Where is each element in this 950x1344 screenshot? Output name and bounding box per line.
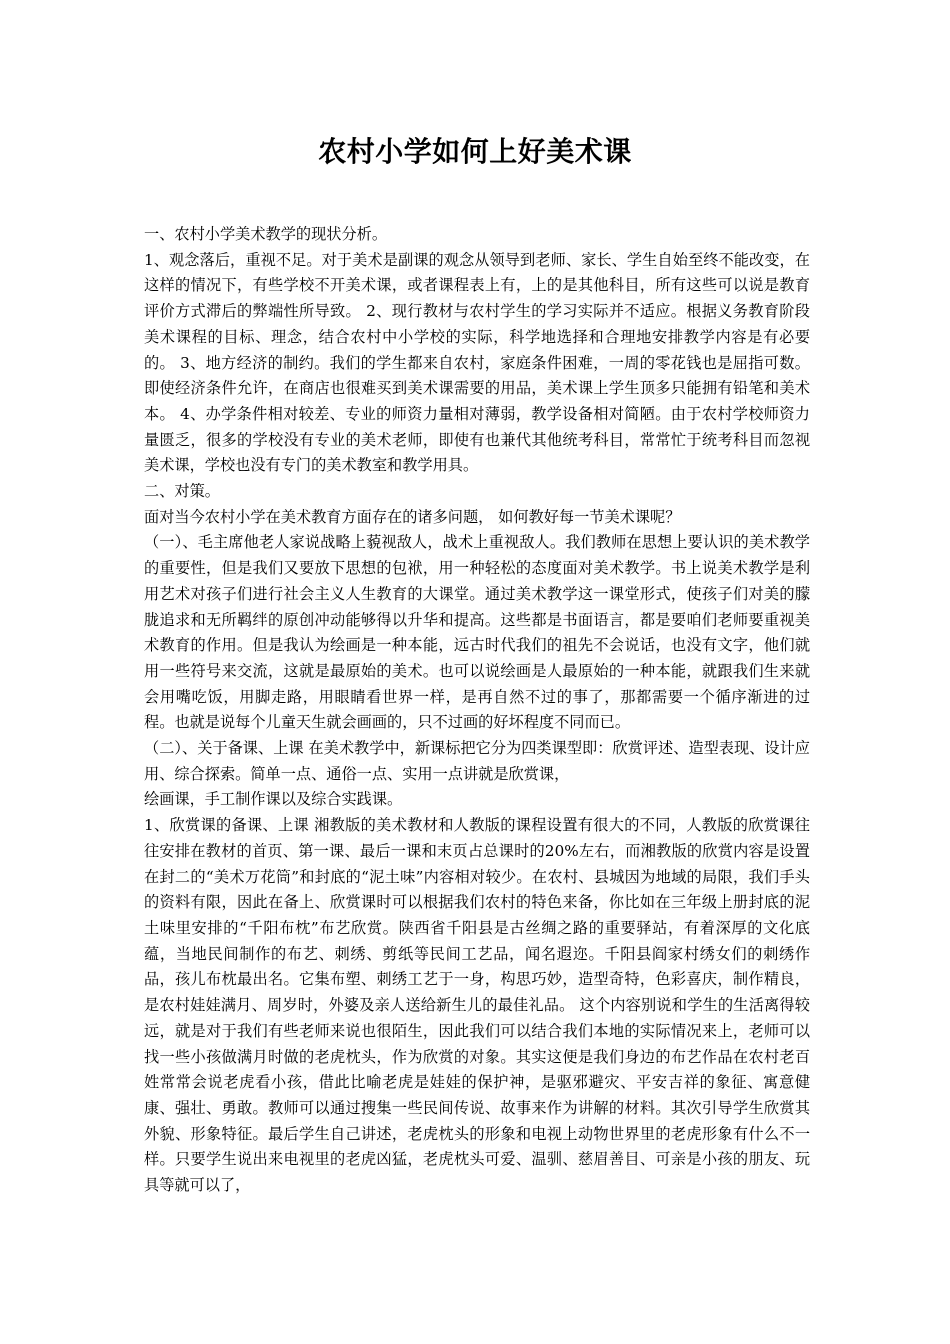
paragraph-analysis-points: 1、观念落后，重视不足。对于美术是副课的观念从领导到老师、家长、学生自始至终不能改变，在这样的情况下，有些学校不开美术课，或者课程表上有，上的是其他科目，所有这些可以说是教育评价方式滞后的弊端性所导致。 2、现行教材与农村学生的学习实际并不适应。根据义务教育阶段美术课程的目标、理念，结合农村中小学校的实际，科学地选择和合理地安排教学内容是有必要的。 3、地方经济的制约。我们的学生都来自农村，家庭条件困难，一周的零花钱也是屈指可数。即使经济条件允许，在商店也很难买到美术课需要的用品，美术课上学生顶多只能拥有铅笔和美术本。 4、办学条件相对较差、专业的师资力量相对薄弱，教学设备相对简陋。由于农村学校师资力量匮乏，很多的学校没有专业的美术老师，即使有也兼代其他统考科目，常常忙于统考科目而忽视美术课，学校也没有专门的美术教室和教学用具。 bbox=[144, 250, 810, 475]
paragraph-lesson-types: 绘画课，手工制作课以及综合实践课。 bbox=[144, 790, 403, 809]
paragraph-appreciation-lesson: 1、欣赏课的备课、上课 湘教版的美术教材和人教版的课程设置有很大的不同，人教版的欣赏课往往安排在教材的首页、第一课、最后一课和末页占总课时的20%左右，而湘教版的欣赏内容是设置在封二的“美术万花筒”和封底的“泥土味”内容相对较少。在农村、县城因为地域的局限，我们手头的资料有限，因此在备上、欣赏课时可以根据我们农村的特色来备，你比如在三年级上册封底的泥土味里安排的“千阳布枕”布艺欣赏。陕西省千阳县是古丝绸之路的重要驿站，有着深厚的文化底蕴，当地民间制作的布艺、刺绣、剪纸等民间工艺品，闻名遐迩。千阳县阎家村绣女们的刺绣作品，孩儿布枕最出名。它集布塑、刺绣工艺于一身，构思巧妙，造型奇特，色彩喜庆，制作精良，是农村娃娃满月、周岁时，外婆及亲人送给新生儿的最佳礼品。 这个内容别说和学生的生活离得较远，就是对于我们有些老师来说也很陌生，因此我们可以结合我们本地的实际情况来上，老师可以找一些小孩做满月时做的老虎枕头，作为欣赏的对象。其实这便是我们身边的布艺作品在农村老百姓常常会说老虎看小孩，借此比喻老虎是娃娃的保护神，是驱邪避灾、平安吉祥的象征、寓意健康、强壮、勇敢。教师可以通过搜集一些民间传说、故事来作为讲解的材料。其次引导学生欣赏其外貌、形象特征。最后学生自己讲述，老虎枕头的形象和电视上动物世界里的老虎形象有什么不一样。只要学生说出来电视里的老虎凶猛，老虎枕头可爱、温驯、慈眉善目、可亲是小孩的朋友、玩具等就可以了， bbox=[144, 816, 810, 1195]
paragraph-question: 面对当今农村小学在美术教育方面存在的诸多问题， 如何教好每一节美术课呢？ bbox=[144, 507, 681, 526]
paragraph-strategy-two: （二）、关于备课、上课 在美术教学中，新课标把它分为四类课型即：欣赏评述、造型表现、设计应用、综合探索。简单一点、通俗一点、实用一点讲就是欣赏课， bbox=[144, 739, 810, 783]
paragraph-strategy-one: （一）、毛主席他老人家说战略上藐视敌人，战术上重视敌人。我们教师在思想上要认识的美术教学的重要性，但是我们又要放下思想的包袱，用一种轻松的态度面对美术教学。书上说美术教学是利用艺术对孩子们进行社会主义人生教育的大课堂。通过美术教学这一课堂形式，使孩子们对美的朦胧追求和无所羁绊的原创冲动能够得以升华和提高。这些都是书面语言，都是要咱们老师要重视美术教育的作用。但是我认为绘画是一种本能，远古时代我们的祖先不会说话，也没有文字，他们就用一些符号来交流，这就是最原始的美术。也可以说绘画是人最原始的一种本能，就跟我们生来就会用嘴吃饭，用脚走路，用眼睛看世界一样，是再自然不过的事了，那都需要一个循序渐进的过程。也就是说每个儿童天生就会画画的，只不过画的好坏程度不同而已。 bbox=[144, 533, 810, 732]
section-heading-countermeasures: 二、对策。 bbox=[144, 482, 220, 501]
document-body bbox=[144, 222, 810, 1199]
section-heading-analysis: 一、农村小学美术教学的现状分析。 bbox=[144, 225, 387, 243]
document-title: 农村小学如何上好美术课 bbox=[318, 135, 632, 168]
